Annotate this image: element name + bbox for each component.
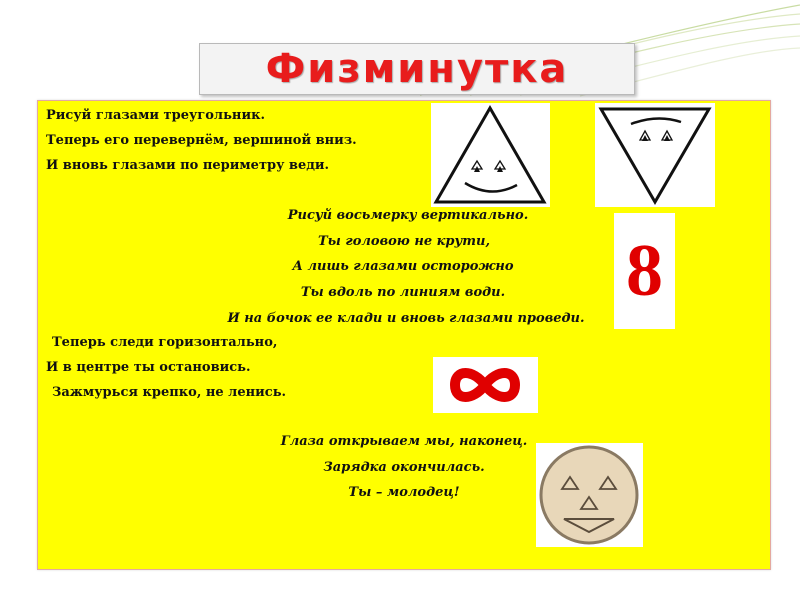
triangle-card bbox=[431, 103, 550, 207]
poem-line: Ты вдоль по линиям води. bbox=[300, 285, 506, 300]
poem-line: Ты – молодец! bbox=[348, 485, 460, 500]
title-box bbox=[199, 43, 635, 95]
poem-line: А лишь глазами осторожно bbox=[292, 259, 514, 274]
eight-card bbox=[614, 213, 675, 329]
infinity-card bbox=[433, 357, 538, 413]
smiley-face-icon bbox=[536, 443, 643, 547]
poem-line: Зажмурься крепко, не ленись. bbox=[52, 385, 287, 400]
content-panel bbox=[37, 100, 771, 570]
inverted-triangle-card bbox=[595, 103, 715, 207]
smiley-card bbox=[536, 443, 643, 547]
poem-line: Глаза открываем мы, наконец. bbox=[280, 434, 528, 449]
poem-line: Рисуй глазами треугольник. bbox=[46, 108, 265, 123]
infinity-icon bbox=[433, 357, 538, 413]
poem-line: Зарядка окончилась. bbox=[323, 460, 485, 475]
triangle-face-icon bbox=[431, 103, 550, 207]
poem-line: И вновь глазами по периметру веди. bbox=[46, 158, 330, 173]
poem-line: Ты головою не крути, bbox=[317, 234, 491, 249]
poem-line: И в центре ты остановись. bbox=[46, 360, 251, 375]
poem-line: И на бочок ее клади и вновь глазами проведи. bbox=[227, 311, 585, 326]
poem-line: Рисуй восьмерку вертикально. bbox=[287, 208, 529, 223]
eight-digit: 8 bbox=[626, 230, 663, 312]
poem-line: Теперь его перевернём, вершиной вниз. bbox=[46, 133, 357, 148]
poem-line: Теперь следи горизонтально, bbox=[52, 335, 278, 350]
inverted-triangle-face-icon bbox=[595, 103, 715, 207]
page-title: Физминутка bbox=[265, 46, 569, 92]
